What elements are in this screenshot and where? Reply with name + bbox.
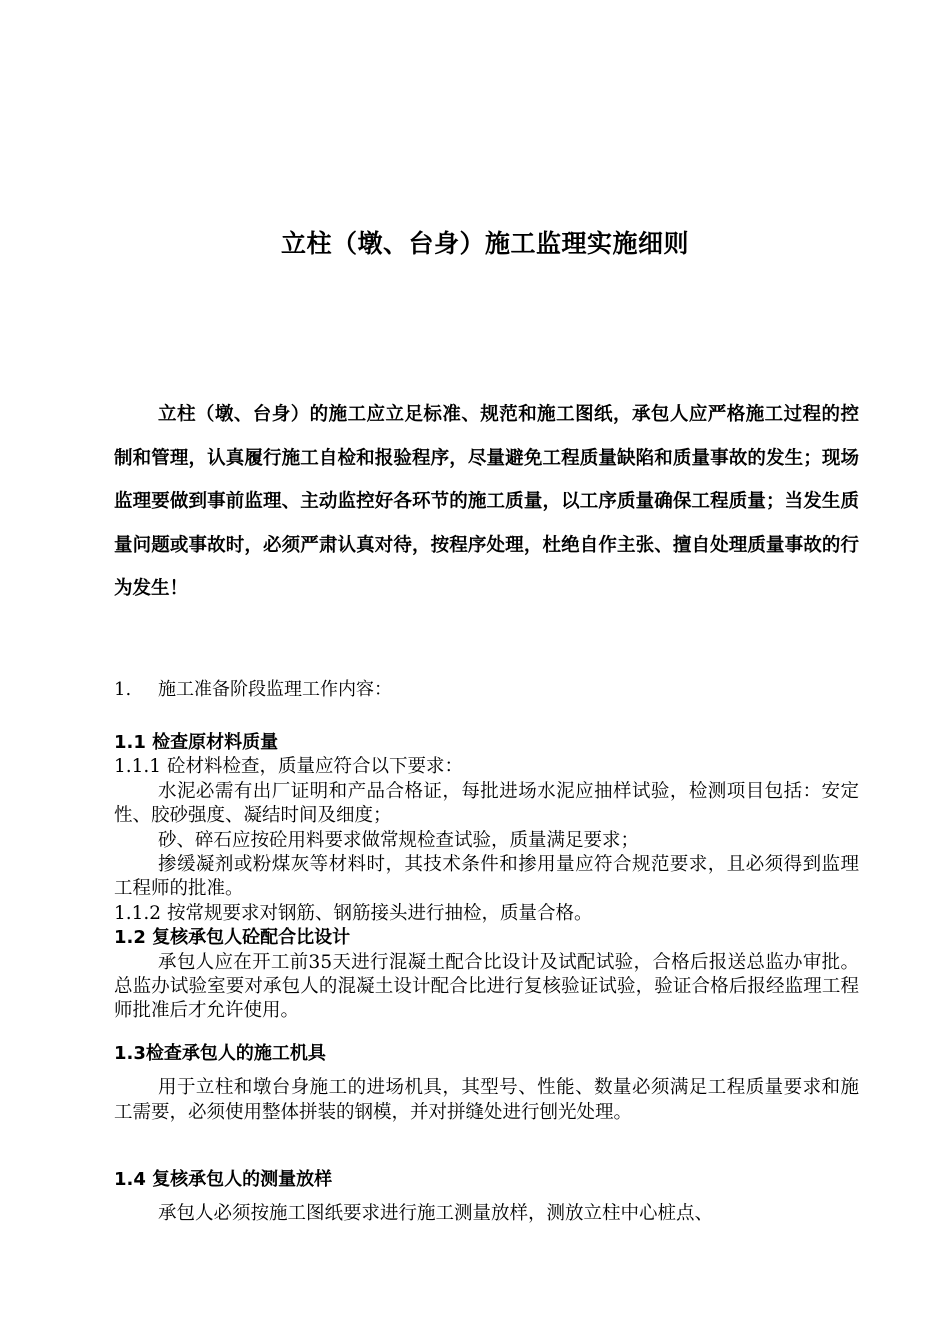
paragraph-cement: 水泥必需有出厂证明和产品合格证，每批进场水泥应抽样试验，检测项目包括：安定性、胶砂强度、凝结时间及细度； xyxy=(114,780,859,827)
paragraph-1-3: 用于立柱和墩台身施工的进场机具，其型号、性能、数量必须满足工程质量要求和施工需要，必须使用整体拼装的钢模，并对拼缝处进行刨光处理。 xyxy=(114,1077,859,1123)
section-1-1 xyxy=(114,731,859,1024)
paragraph-sand: 砂、碎石应按砼用料要求做常规检查试验，质量满足要求； xyxy=(158,829,640,851)
section-1-2-heading: 1.2 复核承包人砼配合比设计 xyxy=(114,927,351,949)
section-1-heading xyxy=(114,678,392,702)
section-1-number: 1. xyxy=(114,679,132,700)
paragraph-1-2: 承包人应在开工前35天进行混凝土配合比设计及试配试验，合格后报送总监办审批。总监办试验室要对承包人的混凝土设计配合比进行复核验证试验，验证合格后报经监理工程师批准后才允许使用。 xyxy=(114,951,859,1022)
intro-paragraph: 立柱（墩、台身）的施工应立足标准、规范和施工图纸，承包人应严格施工过程的控制和管理，认真履行施工自检和报验程序，尽量避免工程质量缺陷和质量事故的发生；现场监理要做到事前监理、主动监控好各环节的施工质量，以工序质量确保工程质量；当发生质量问题或事故时，必须严肃认真对待，按程序处理，杜绝自作主张、擅自处理质量事故的行为发生！ xyxy=(114,404,859,599)
section-1-3-heading: 1.3检查承包人的施工机具 xyxy=(114,1043,326,1064)
section-1-title: 施工准备阶段监理工作内容： xyxy=(158,679,392,700)
document-title: 立柱（墩、台身）施工监理实施细则 xyxy=(280,229,689,258)
paragraph-1-1-1: 1.1.1 砼材料检查，质量应符合以下要求： xyxy=(114,756,463,778)
section-1-4-heading: 1.4 复核承包人的测量放样 xyxy=(114,1169,333,1190)
paragraph-1-4: 承包人必须按施工图纸要求进行施工测量放样，测放立柱中心桩点、 xyxy=(158,1203,714,1225)
section-1-4 xyxy=(114,1168,859,1227)
paragraph-admixture: 掺缓凝剂或粉煤灰等材料时，其技术条件和掺用量应符合规范要求，且必须得到监理工程师的批准。 xyxy=(114,854,859,900)
paragraph-1-1-2: 1.1.2 按常规要求对钢筋、钢筋接头进行抽检，质量合格。 xyxy=(114,902,593,924)
section-1-1-heading: 1.1 检查原材料质量 xyxy=(114,732,279,753)
section-1-3 xyxy=(114,1042,859,1125)
